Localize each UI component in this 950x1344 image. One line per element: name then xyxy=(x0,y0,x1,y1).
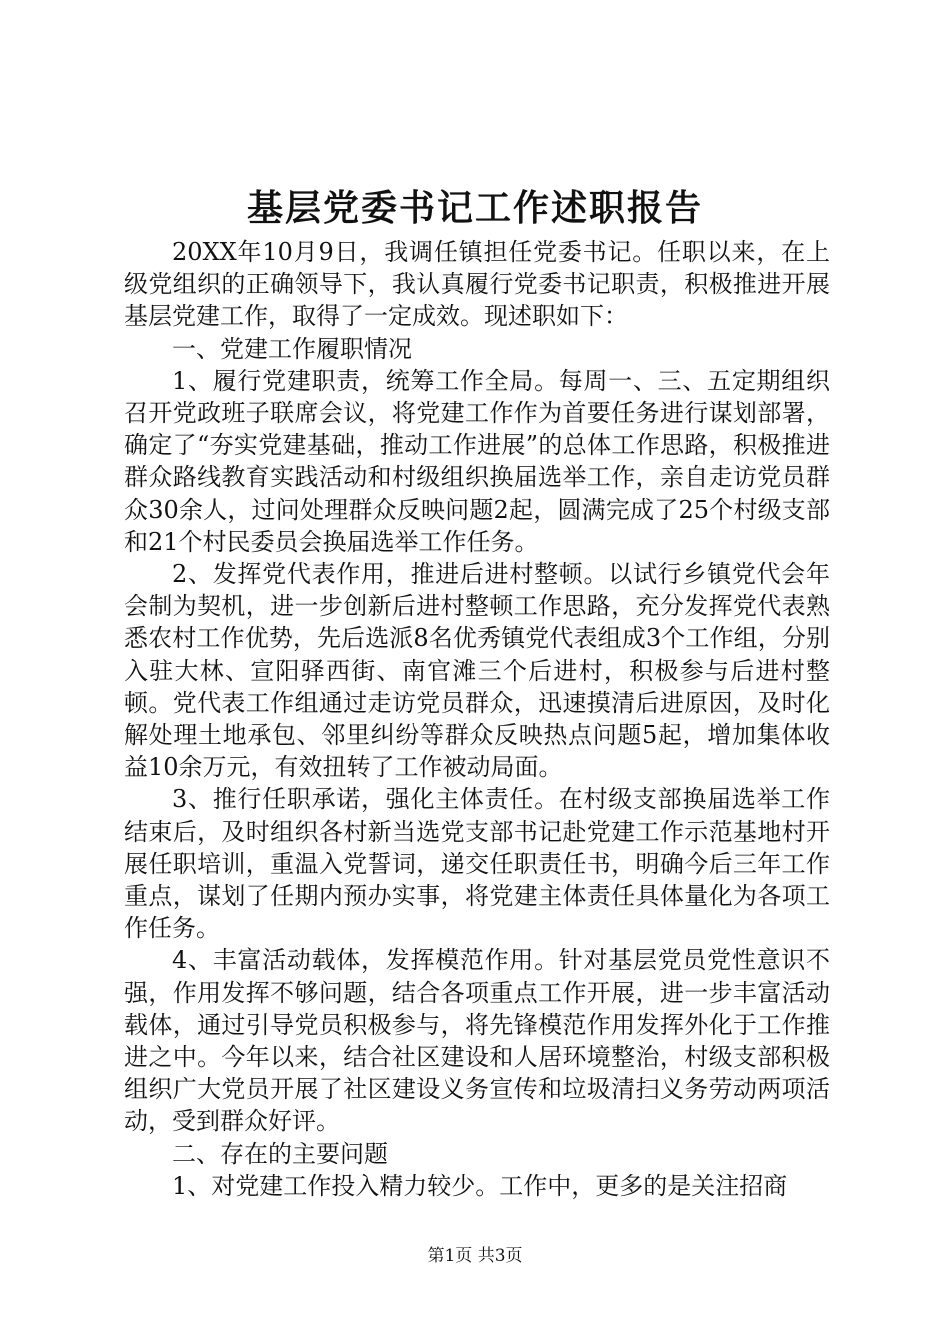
paragraph-intro: 20XX年10月9日，我调任镇担任党委书记。任职以来，在上级党组织的正确领导下，我认真履行党委书记职责，积极推进开展基层党建工作，取得了一定成效。现述职如下： xyxy=(124,238,830,331)
section-heading-2: 二、存在的主要问题 xyxy=(172,1139,388,1168)
paragraph-item-4: 4、丰富活动载体，发挥模范作用。针对基层党员党性意识不强，作用发挥不够问题，结合各项重点工作开展，进一步丰富活动载体，通过引导党员积极参与，将先锋模范作用发挥外化于工作推进之中。今年以来，结合社区建设和人居环境整治，村级支部积极组织广大党员开展了社区建设义务宣传和垃圾清扫义务劳动两项活动，受到群众好评。 xyxy=(124,946,830,1136)
paragraph-item-3: 3、推行任职承诺，强化主体责任。在村级支部换届选举工作结束后，及时组织各村新当选党支部书记赴党建工作示范基地村开展任职培训，重温入党誓词，递交任职责任书，明确今后三年工作重点，谋划了任期内预办实事，将党建主体责任具体量化为各项工作任务。 xyxy=(124,785,830,943)
section-heading-1: 一、党建工作履职情况 xyxy=(172,334,412,363)
paragraph-problem-1: 1、对党建工作投入精力较少。工作中，更多的是关注招商 xyxy=(172,1171,788,1200)
paragraph-item-1: 1、履行党建职责，统筹工作全局。每周一、三、五定期组织召开党政班子联席会议，将党建工作作为首要任务进行谋划部署，确定了“夯实党建基础，推动工作进展”的总体工作思路，积极推进群众路线教育实践活动和村级组织换届选举工作，亲自走访党员群众30余人，过问处理群众反映问题2起，圆满完成了25个村级支部和21个村民委员会换届选举工作任务。 xyxy=(124,366,830,556)
page-number-footer: 第1页 共3页 xyxy=(427,1246,523,1266)
document-title: 基层党委书记工作述职报告 xyxy=(246,187,703,229)
paragraph-item-2: 2、发挥党代表作用，推进后进村整顿。以试行乡镇党代会年会制为契机，进一步创新后进村整顿工作思路，充分发挥党代表熟悉农村工作优势，先后选派8名优秀镇党代表组成3个工作组，分别入驻大林、宣阳驿西街、南官滩三个后进村，积极参与后进村整顿。党代表工作组通过走访党员群众，迅速摸清后进原因，及时化解处理土地承包、邻里纠纷等群众反映热点问题5起，增加集体收益10余万元，有效扭转了工作被动局面。 xyxy=(124,560,830,782)
document-body xyxy=(124,236,830,1202)
